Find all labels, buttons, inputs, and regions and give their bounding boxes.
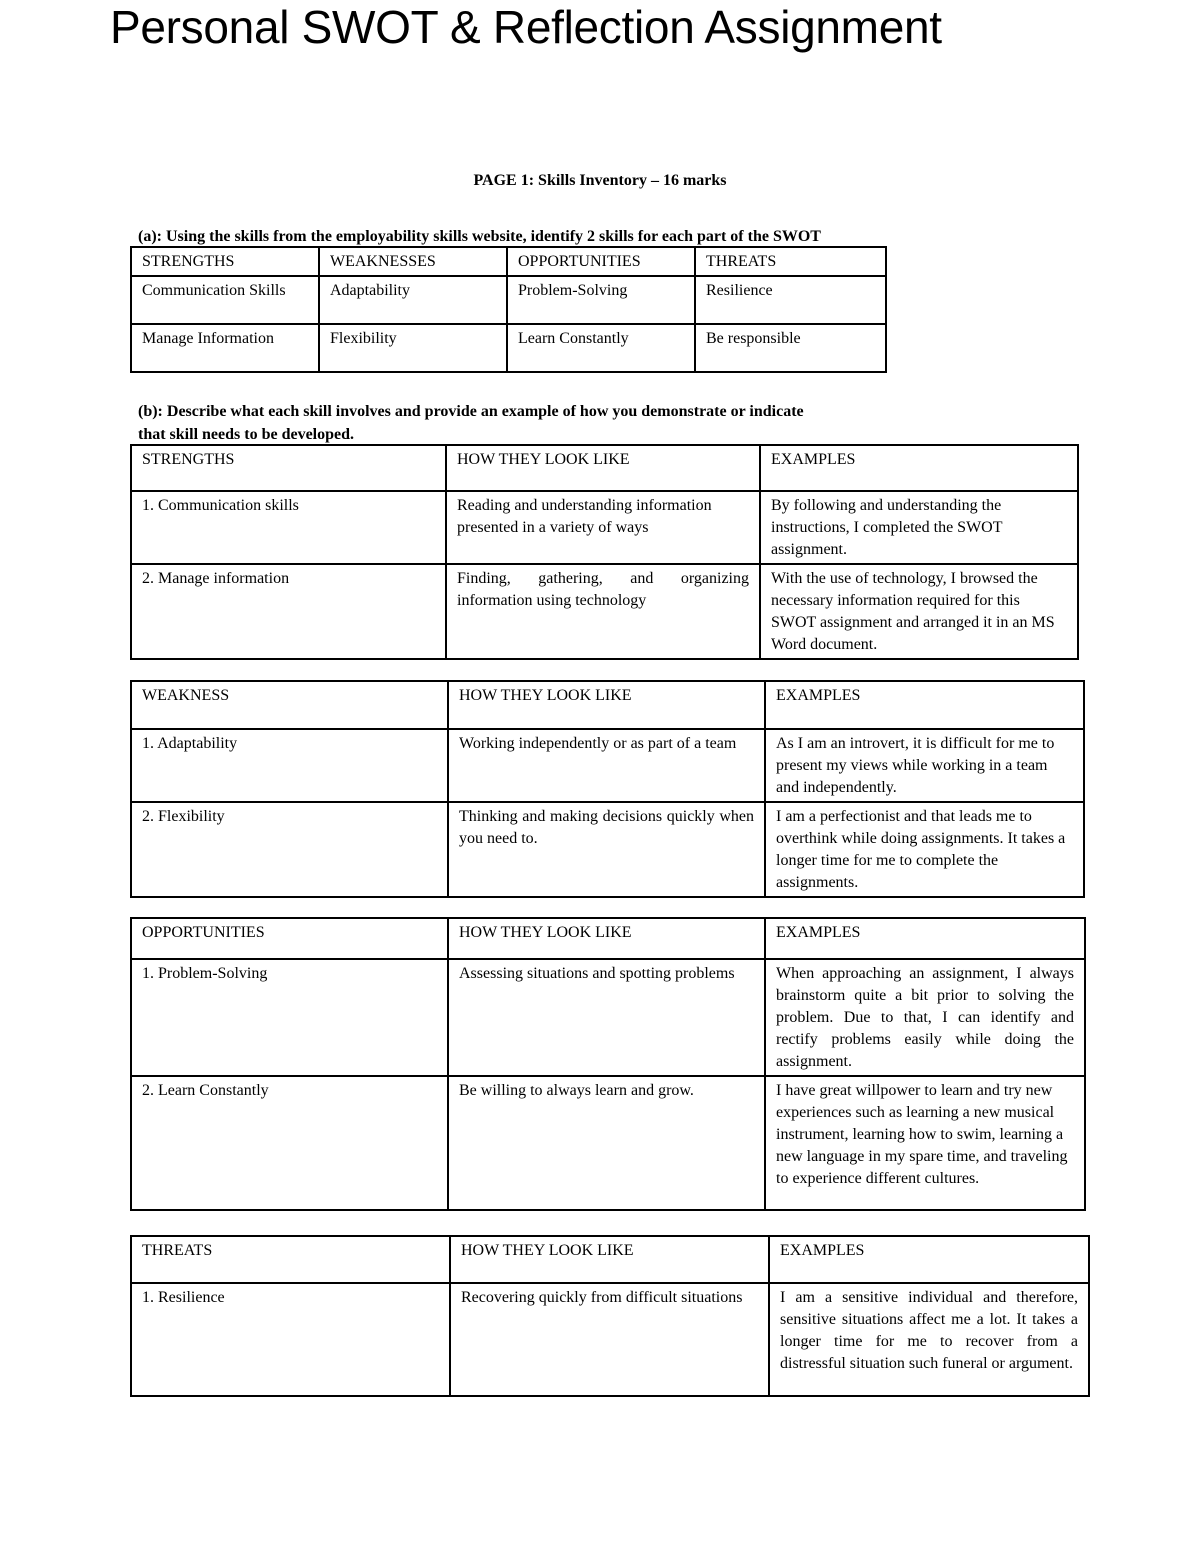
header-cell: HOW THEY LOOK LIKE — [450, 1236, 769, 1283]
table-cell: As I am an introvert, it is difficult for me to present my views while working in a team and independently. — [765, 729, 1084, 802]
header-cell: HOW THEY LOOK LIKE — [448, 681, 765, 729]
table-row — [131, 1283, 1089, 1396]
part-a-instruction: (a): Using the skills from the employability skills website, identify 2 skills for each part of the SWOT — [138, 228, 821, 245]
table-header-row — [131, 247, 886, 276]
table-cell: Assessing situations and spotting problems — [448, 959, 765, 1076]
table-cell: Communication Skills — [131, 276, 319, 324]
table-cell: When approaching an assignment, I always brainstorm quite a bit prior to solving the problem. Due to that, I can identify and rectify problems easily while doing the assignment. — [765, 959, 1085, 1076]
table-cell: 1. Communication skills — [131, 491, 446, 564]
table-cell: 1. Problem-Solving — [131, 959, 448, 1076]
table-row — [131, 491, 1078, 564]
table-cell: By following and understanding the instructions, I completed the SWOT assignment. — [760, 491, 1078, 564]
table-cell: With the use of technology, I browsed the necessary information required for this SWOT assignment and arranged it in an MS Word document. — [760, 564, 1078, 659]
table-row — [131, 959, 1085, 1076]
table-cell: 2. Learn Constantly — [131, 1076, 448, 1210]
table-cell: Problem-Solving — [507, 276, 695, 324]
strengths-table — [130, 444, 1079, 660]
table-cell: I am a sensitive individual and therefore, sensitive situations affect me a lot. It takes a longer time for me to recover from a distressful situation such funeral or argument. — [769, 1283, 1089, 1396]
table-cell: 1. Resilience — [131, 1283, 450, 1396]
header-cell: EXAMPLES — [765, 918, 1085, 959]
table-cell: Reading and understanding information presented in a variety of ways — [446, 491, 760, 564]
table-row — [131, 564, 1078, 659]
table-row — [131, 802, 1084, 897]
table-cell: Learn Constantly — [507, 324, 695, 372]
table-cell: Be willing to always learn and grow. — [448, 1076, 765, 1210]
table-cell: Resilience — [695, 276, 886, 324]
table-header-row — [131, 681, 1084, 729]
table-cell: Manage Information — [131, 324, 319, 372]
document-title: Personal SWOT & Reflection Assignment — [110, 1, 942, 53]
swot-summary-table — [130, 246, 887, 373]
table-cell: Adaptability — [319, 276, 507, 324]
table-cell: I am a perfectionist and that leads me to overthink while doing assignments. It takes a longer time for me to complete the assignments. — [765, 802, 1084, 897]
header-cell: HOW THEY LOOK LIKE — [448, 918, 765, 959]
table-header-row — [131, 1236, 1089, 1283]
header-strengths: STRENGTHS — [131, 247, 319, 276]
table-cell: Be responsible — [695, 324, 886, 372]
table-cell: Thinking and making decisions quickly when you need to. — [448, 802, 765, 897]
table-cell: I have great willpower to learn and try new experiences such as learning a new musical instrument, learning how to swim, learning a new language in my spare time, and traveling to experience different cultures. — [765, 1076, 1085, 1210]
table-header-row — [131, 918, 1085, 959]
table-header-row — [131, 445, 1078, 491]
page-heading: PAGE 1: Skills Inventory – 16 marks — [473, 172, 727, 189]
header-opportunities: OPPORTUNITIES — [507, 247, 695, 276]
table-row — [131, 1076, 1085, 1210]
table-cell: Working independently or as part of a team — [448, 729, 765, 802]
part-b-instruction-line1: (b): Describe what each skill involves and provide an example of how you demonstrate or indicate — [138, 403, 804, 420]
part-b-instruction-line2: that skill needs to be developed. — [138, 426, 355, 443]
header-cell: HOW THEY LOOK LIKE — [446, 445, 760, 491]
header-cell: EXAMPLES — [760, 445, 1078, 491]
header-threats: THREATS — [695, 247, 886, 276]
table-row — [131, 729, 1084, 802]
table-cell: 2. Flexibility — [131, 802, 448, 897]
table-cell: 2. Manage information — [131, 564, 446, 659]
table-row — [131, 276, 886, 324]
header-cell: EXAMPLES — [769, 1236, 1089, 1283]
table-cell: 1. Adaptability — [131, 729, 448, 802]
header-cell: THREATS — [131, 1236, 450, 1283]
table-cell: Finding, gathering, and organizing information using technology — [446, 564, 760, 659]
header-cell: EXAMPLES — [765, 681, 1084, 729]
header-weaknesses: WEAKNESSES — [319, 247, 507, 276]
header-cell: STRENGTHS — [131, 445, 446, 491]
opportunities-table — [130, 917, 1086, 1211]
header-cell: WEAKNESS — [131, 681, 448, 729]
table-cell: Flexibility — [319, 324, 507, 372]
threats-table — [130, 1235, 1090, 1397]
table-cell: Recovering quickly from difficult situations — [450, 1283, 769, 1396]
weakness-table — [130, 680, 1085, 898]
header-cell: OPPORTUNITIES — [131, 918, 448, 959]
table-row — [131, 324, 886, 372]
